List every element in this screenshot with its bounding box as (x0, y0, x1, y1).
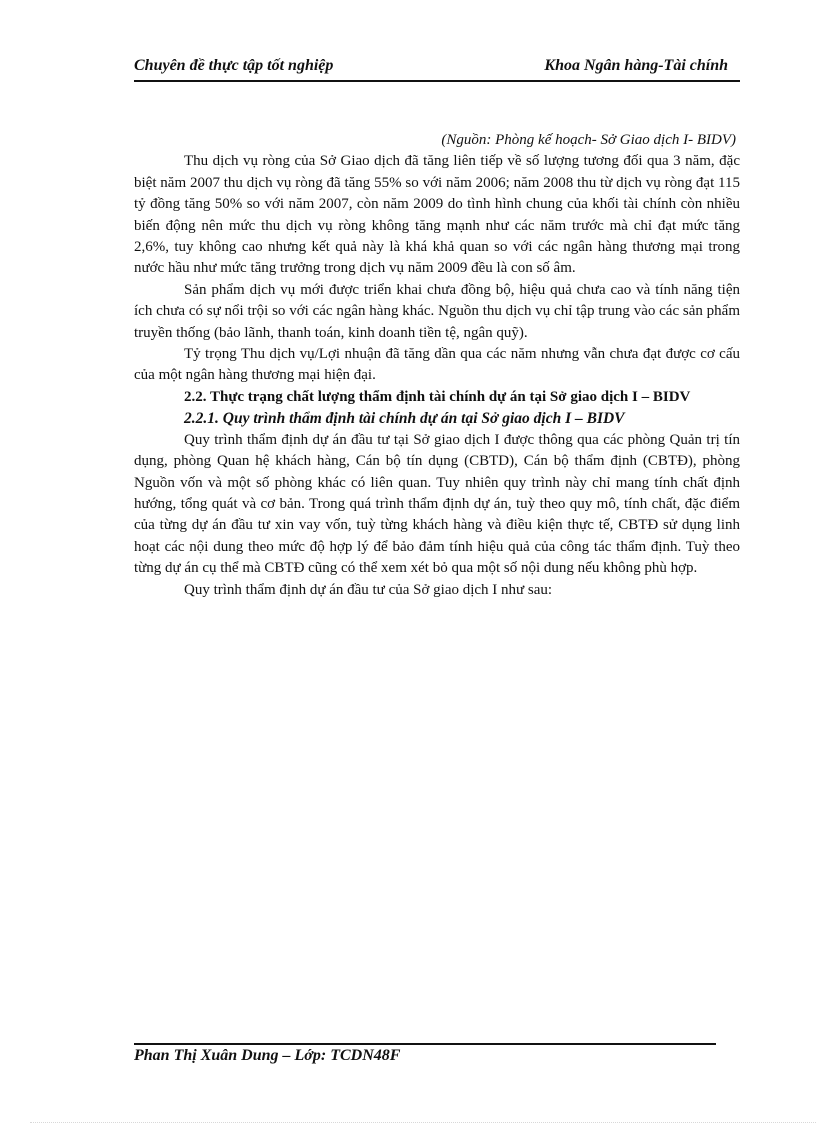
paragraph: Quy trình thẩm định dự án đầu tư của Sở giao dịch I như sau: (184, 581, 553, 598)
paragraph: Tỷ trọng Thu dịch vụ/Lợi nhuận đã tăng dần qua các năm nhưng vẫn chưa đạt được cơ cấu của một ngân hàng thương mại hiện đại. (134, 346, 740, 384)
header-faculty: Khoa Ngân hàng-Tài chính (544, 57, 728, 74)
header-divider (134, 80, 740, 82)
header-thesis-title: Chuyên đề thực tập tốt nghiệp (134, 57, 334, 74)
paragraph: Quy trình thẩm định dự án đầu tư tại Sở giao dịch I được thông qua các phòng Quản trị tín dụng, phòng Quan hệ khách hàng, Cán bộ tín dụng (CBTD), Cán bộ thẩm định (CBTĐ), phòng Nguồn vốn và một số phòng khác có liên quan. Tuy nhiên quy trình này chỉ mang tính chất định hướng, tổng quát và cơ bản. Trong quá trình thẩm định dự án, tuỳ theo quy mô, tính chất, đặc điểm của từng dự án đầu tư xin vay vốn, tuỳ từng khách hàng và điều kiện thực tế, CBTĐ sử dụng linh hoạt các nội dung theo mức độ hợp lý để bảo đảm tính hiệu quả của công tác thẩm định. Tuỳ theo từng dự án cụ thể mà CBTĐ cũng có thể xem xét bỏ qua một số nội dung nếu không phù hợp. (134, 431, 740, 577)
page-header (134, 57, 740, 79)
paragraph: Thu dịch vụ ròng của Sở Giao dịch đã tăng liên tiếp về số lượng tương đối qua 3 năm, đặc biệt năm 2007 thu dịch vụ ròng đã tăng 55% so với năm 2006; năm 2008 thu từ dịch vụ ròng đạt 115 tỷ đồng tăng 50% so với năm 2007, còn năm 2009 do tình hình chung của khối tài chính còn nhiều biến động nên mức thu dịch vụ ròng không tăng mạnh như các năm trước mà chỉ đạt mức tăng 2,6%, tuy không cao nhưng kết quả này là khá khả quan so với các ngân hàng thương mại trong nước hầu như mức tăng trưởng trong dịch vụ năm 2009 đều là con số âm. (134, 153, 740, 277)
footer-author: Phan Thị Xuân Dung – Lớp: TCDN48F (134, 1047, 401, 1064)
footer-divider (134, 1043, 716, 1045)
page-body (134, 130, 740, 601)
paragraph: Sản phẩm dịch vụ mới được triển khai chưa đồng bộ, hiệu quả chưa cao và tính năng tiện ích chưa có sự nổi trội so với các ngân hàng khác. Nguồn thu dịch vụ chỉ tập trung vào các sản phẩm truyền thống (bảo lãnh, thanh toán, kinh doanh tiền tệ, ngân quỹ). (134, 281, 740, 341)
source-note: (Nguồn: Phòng kế hoạch- Sở Giao dịch I- BIDV) (441, 132, 736, 148)
subsection-heading: 2.2.1. Quy trình thẩm định tài chính dự án tại Sở giao dịch I – BIDV (184, 410, 625, 428)
section-heading: 2.2. Thực trạng chất lượng thẩm định tài chính dự án tại Sở giao dịch I – BIDV (184, 388, 691, 405)
